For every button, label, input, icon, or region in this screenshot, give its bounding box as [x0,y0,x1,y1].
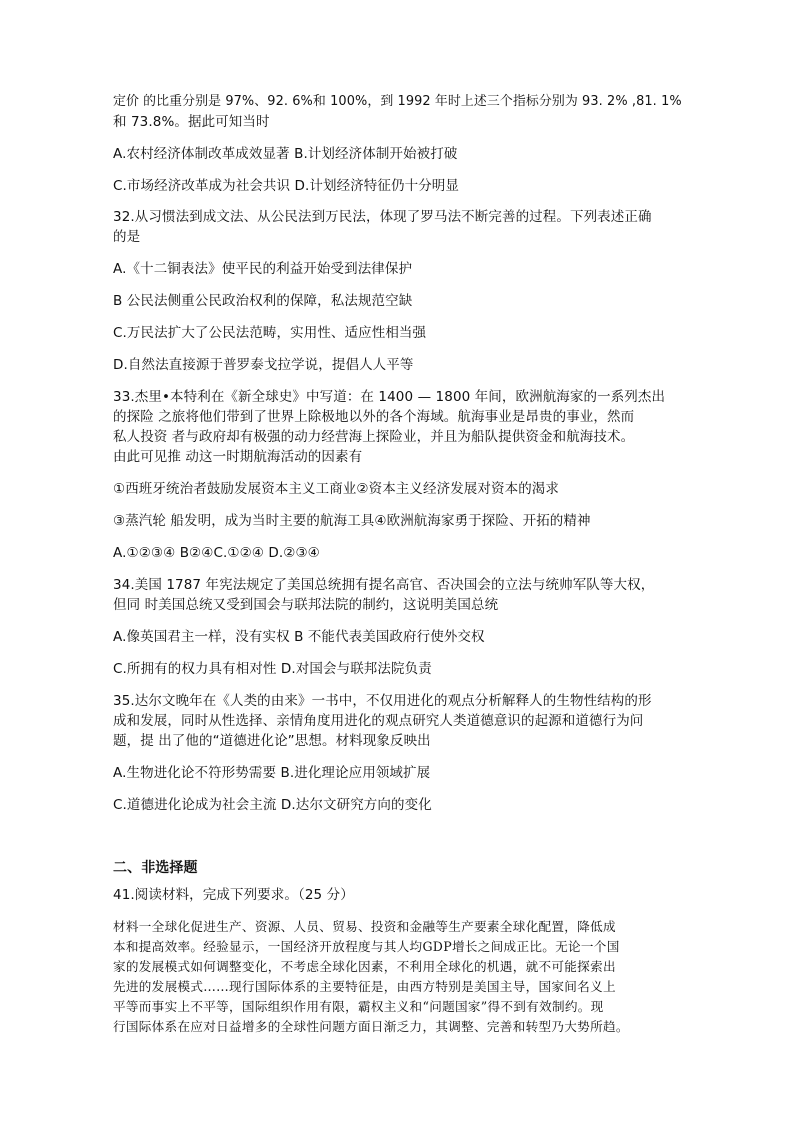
q33-stem-line2: 的探险 之旅将他们带到了世界上除极地以外的各个海域。航海事业是昂贵的事业，然而 [113,409,635,425]
section-heading: 二、非选择题 [113,860,198,876]
q32-option-c: C.万民法扩大了公民法范畴，实用性、适应性相当强 [113,325,427,341]
q34-stem-line1: 34.美国 1787 年宪法规定了美国总统拥有提名高官、否决国会的立法与统帅军队等大权， [113,577,655,593]
q41-stem: 41.阅读材料，完成下列要求。（25 分） [113,887,354,903]
q33-items-line2: ③蒸汽轮 船发明，成为当时主要的航海工具④欧洲航海家勇于探险、开拓的精神 [113,513,591,529]
q33-items-line1: ①西班牙统治者鼓励发展资本主义工商业②资本主义经济发展对资本的渴求 [113,481,560,497]
q35-stem-line3: 题，提 出了他的“道德进化论”思想。材料现象反映出 [113,733,431,749]
material-line: 本和提高效率。经验显示，一国经济开放程度与其人均GDP增长之间成正比。无论一个国 [113,939,620,954]
q35-options-line1: A.生物进化论不符形势需要 B.进化理论应用领域扩展 [113,765,431,781]
q31-options-line1: A.农村经济体制改革成效显著 B.计划经济体制开始被打破 [113,146,458,162]
material-line: 行国际体系在应对日益增多的全球性问题方面日渐乏力，其调整、完善和转型乃大势所趋。 [113,1019,629,1034]
q34-options-line1: A.像英国君主一样，没有实权 B 不能代表美国政府行使外交权 [113,629,485,645]
q31-stem-line2: 和 73.8%。据此可知当时 [113,114,270,130]
q31-stem-line1: 定价 的比重分别是 97%、92. 6%和 100%，到 1992 年时上述三个指标分别为 93. 2% ,81. 1% [113,94,682,109]
q32-stem-line2: 的是 [113,229,141,245]
material-line: 平等而事实上不平等，国际组织作用有限，霸权主义和“问题国家”得不到有效制约。现 [113,999,604,1014]
q32-stem-line1: 32.从习惯法到成文法、从公民法到万民法，体现了罗马法不断完善的过程。下列表述正确 [113,209,652,225]
q33-stem-line4: 由此可见推 动这一时期航海活动的因素有 [113,449,363,465]
q33-stem-line3: 私人投资 者与政府却有极强的动力经营海上探险业，并且为船队提供资金和航海技术。 [113,429,635,445]
q35-options-line2: C.道德进化论成为社会主流 D.达尔文研究方向的变化 [113,797,432,813]
q34-options-line2: C.所拥有的权力具有相对性 D.对国会与联邦法院负责 [113,661,432,677]
material-line: 先进的发展模式……现行国际体系的主要特征是，由西方特别是美国主导，国家间名义上 [113,979,616,994]
q35-stem-line2: 成和发展，同时从性选择、亲情角度用进化的观点研究人类道德意识的起源和道德行为问 [113,713,644,729]
q35-stem-line1: 35.达尔文晚年在《人类的由来》一书中，不仅用进化的观点分析解释人的生物性结构的形 [113,693,652,709]
q32-option-b: B 公民法侧重公民政治权利的保障，私法规范空缺 [113,293,413,309]
q32-option-a: A.《十二铜表法》使平民的利益开始受到法律保护 [113,261,413,277]
material-line: 材料一全球化促进生产、资源、人员、贸易、投资和金融等生产要素全球化配置，降低成 [113,919,616,934]
q34-stem-line2: 但同 时美国总统又受到国会与联邦法院的制约，这说明美国总统 [113,597,499,613]
q33-stem-line1: 33.杰里•本特利在《新全球史》中写道：在 1400 — 1800 年间，欧洲航海家的一系列杰出 [113,389,666,405]
q33-options: A.①②③④ B②④C.①②④ D.②③④ [113,545,320,561]
q32-option-d: D.自然法直接源于普罗泰戈拉学说，提倡人人平等 [113,357,414,373]
q31-options-line2: C.市场经济改革成为社会共识 D.计划经济特征仍十分明显 [113,178,459,194]
material-line: 家的发展模式如何调整变化，不考虑全球化因素，不利用全球化的机遇，就不可能探索出 [113,959,616,974]
